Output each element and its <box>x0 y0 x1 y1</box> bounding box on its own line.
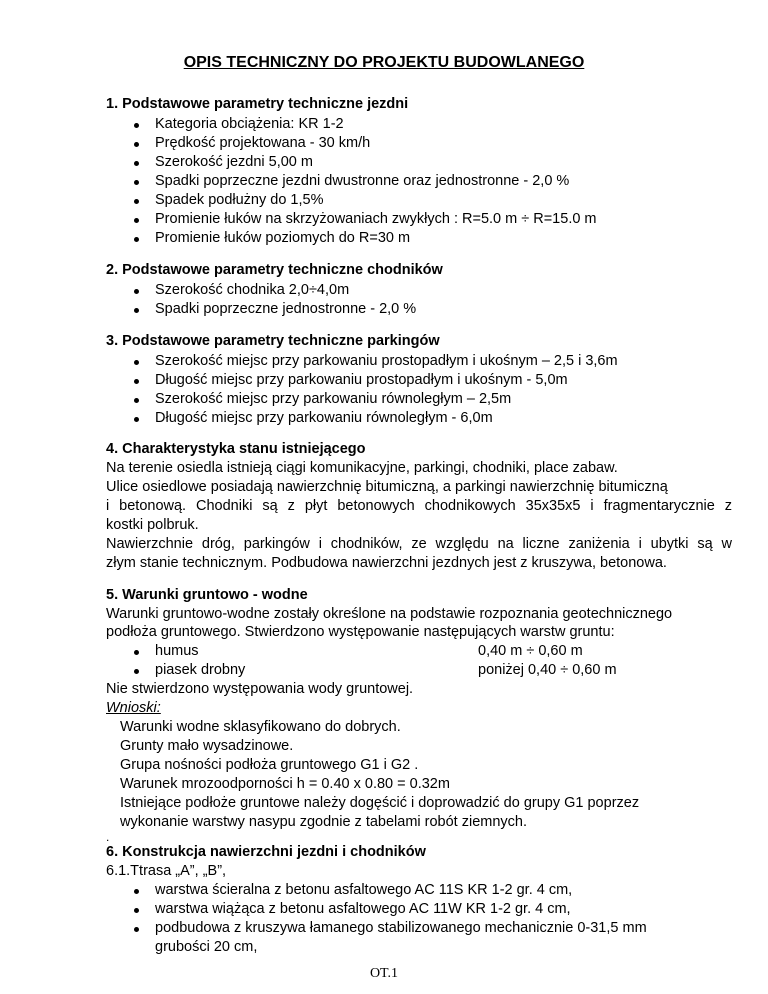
list-item: warstwa ścieralna z betonu asfaltowego AC 11S KR 1-2 gr. 4 cm, <box>155 882 573 898</box>
list-item: Spadki poprzeczne jednostronne - 2,0 % <box>155 301 417 317</box>
section-2-heading: 2. Podstawowe parametry techniczne chodników <box>106 262 443 278</box>
soil-layer-depth: 0,40 m ÷ 0,60 m <box>478 643 583 659</box>
soil-layer-depth: poniżej 0,40 ÷ 0,60 m <box>478 662 617 678</box>
stray-dot: . <box>106 830 110 844</box>
paragraph-line: Nawierzchnie dróg, parkingów i chodników, ze względu na liczne zaniżenia i ubytki są w <box>106 536 732 552</box>
list-item: Promienie łuków poziomych do R=30 m <box>155 230 411 246</box>
paragraph-line: podłoża gruntowego. Stwierdzono występowanie następujących warstw gruntu: <box>106 624 615 640</box>
list-item: warstwa wiążąca z betonu asfaltowego AC 11W KR 1-2 gr. 4 cm, <box>155 901 571 917</box>
section-4-heading: 4. Charakterystyka stanu istniejącego <box>106 441 366 457</box>
conclusion-line: Warunek mrozoodporności h = 0.40 x 0.80 = 0.32m <box>120 776 450 792</box>
list-item: Długość miejsc przy parkowaniu równoległym - 6,0m <box>155 410 493 426</box>
list-item: podbudowa z kruszywa łamanego stabilizowanego mechanicznie 0-31,5 mm <box>155 920 647 936</box>
paragraph-line: Warunki gruntowo-wodne zostały określone na podstawie rozpoznania geotechnicznego <box>106 606 673 622</box>
no-groundwater-note: Nie stwierdzono występowania wody gruntowej. <box>106 681 414 697</box>
document-title: OPIS TECHNICZNY DO PROJEKTU BUDOWLANEGO <box>183 54 585 71</box>
section-6-heading: 6. Konstrukcja nawierzchni jezdni i chodników <box>106 844 426 860</box>
paragraph-line: Na terenie osiedla istnieją ciągi komunikacyjne, parkingi, chodniki, place zabaw. <box>106 460 618 476</box>
soil-layer-name: piasek drobny <box>155 662 246 678</box>
list-item: Prędkość projektowana - 30 km/h <box>155 135 371 151</box>
list-item: Kategoria obciążenia: KR 1-2 <box>155 116 344 132</box>
soil-layer-name: humus <box>155 643 199 659</box>
conclusions-label: Wnioski: <box>106 700 161 716</box>
paragraph-line: i betonową. Chodniki są z płyt betonowych chodnikowych 35x35x5 i fragmentarycznie z <box>106 498 732 514</box>
list-item: Spadek podłużny do 1,5% <box>155 192 324 208</box>
list-item: Długość miejsc przy parkowaniu prostopadłym i ukośnym - 5,0m <box>155 372 568 388</box>
list-item: Szerokość chodnika 2,0÷4,0m <box>155 282 350 298</box>
conclusion-line: Grupa nośności podłoża gruntowego G1 i G2 . <box>120 757 419 773</box>
conclusion-line: Grunty mało wysadzinowe. <box>120 738 294 754</box>
paragraph-line: Ulice osiedlowe posiadają nawierzchnię bitumiczną, a parkingi nawierzchnię bitumiczną <box>106 479 668 495</box>
conclusion-line: Istniejące podłoże gruntowe należy dogęścić i doprowadzić do grupy G1 poprzez <box>120 795 640 811</box>
list-item: Spadki poprzeczne jezdni dwustronne oraz jednostronne - 2,0 % <box>155 173 570 189</box>
list-item: Szerokość miejsc przy parkowaniu prostopadłym i ukośnym – 2,5 i 3,6m <box>155 353 618 369</box>
list-item-continuation: grubości 20 cm, <box>155 939 258 955</box>
list-item: Szerokość jezdni 5,00 m <box>155 154 313 170</box>
paragraph-line: złym stanie technicznym. Podbudowa nawierzchni jezdnych jest z kruszywa, betonowa. <box>106 555 667 571</box>
list-item: Promienie łuków na skrzyżowaniach zwykłych : R=5.0 m ÷ R=15.0 m <box>155 211 597 227</box>
conclusion-line: Warunki wodne sklasyfikowano do dobrych. <box>120 719 401 735</box>
section-1-heading: 1. Podstawowe parametry techniczne jezdni <box>106 96 409 112</box>
list-item: Szerokość miejsc przy parkowaniu równoległym – 2,5m <box>155 391 512 407</box>
subsection-heading: 6.1.Ttrasa „A”, „B”, <box>106 863 227 879</box>
section-5-heading: 5. Warunki gruntowo - wodne <box>106 587 308 603</box>
page-footer: OT.1 <box>369 966 399 981</box>
section-3-heading: 3. Podstawowe parametry techniczne parkingów <box>106 333 440 349</box>
conclusion-line: wykonanie warstwy nasypu zgodnie z tabelami robót ziemnych. <box>120 814 528 830</box>
paragraph-line: kostki polbruk. <box>106 517 199 533</box>
